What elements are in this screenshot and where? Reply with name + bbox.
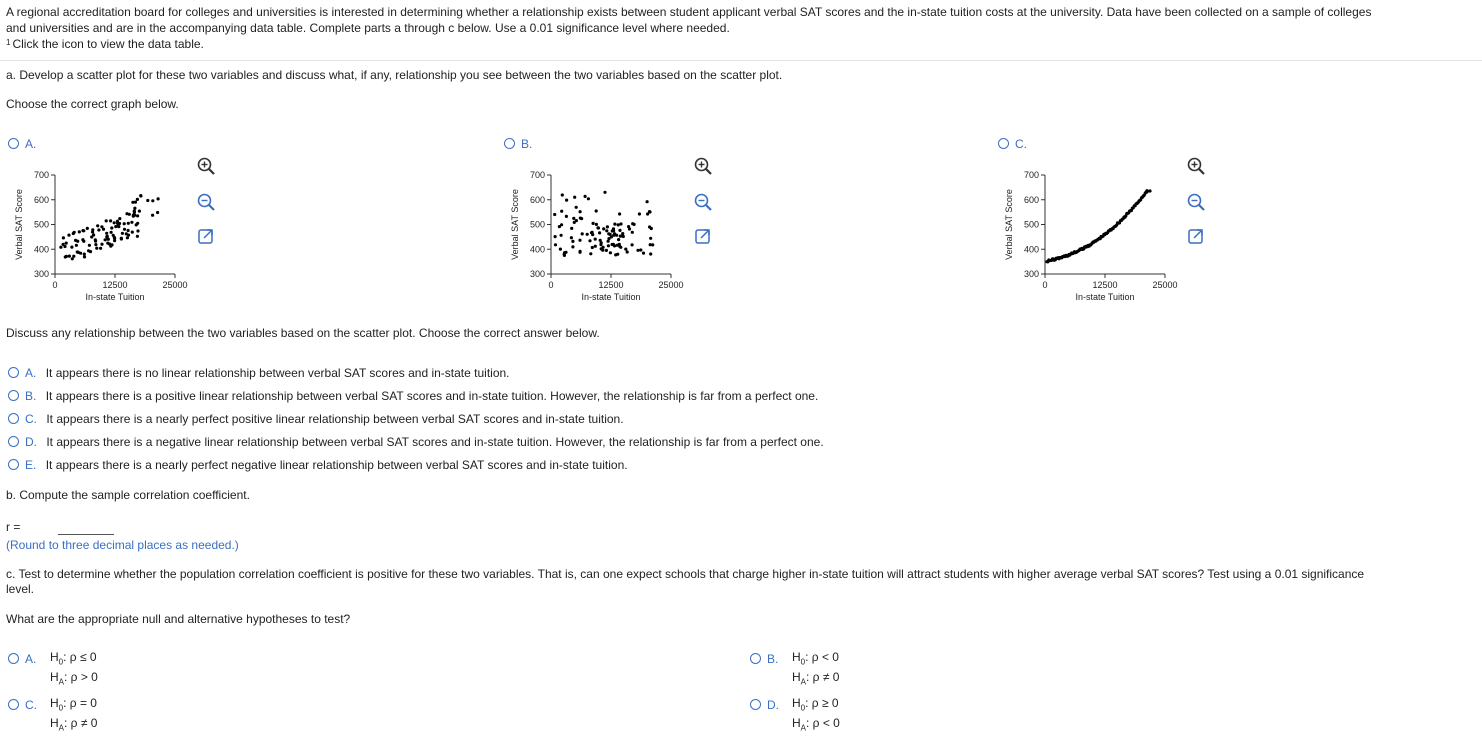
part-c-prompt: What are the appropriate null and alternative hypotheses to test? [6, 612, 351, 626]
radio-hypothesis-b[interactable] [750, 653, 761, 664]
scatter-point [65, 255, 68, 258]
scatter-point [139, 194, 142, 197]
scatter-point [624, 248, 627, 251]
part-a-prompt: Choose the correct graph below. [6, 97, 179, 111]
plot-a-points [59, 194, 159, 260]
scatter-point [571, 240, 574, 243]
part-c-question-line-2: level. [6, 582, 35, 596]
radio-hypothesis-c[interactable] [8, 699, 19, 710]
scatter-point [113, 239, 116, 242]
zoom-out-icon[interactable] [693, 192, 713, 212]
answer-d-text: It appears there is a negative linear relationship between verbal SAT scores and in-state tuition. However, the relationship is far from a perfect one. [46, 434, 824, 449]
scatter-point [591, 246, 594, 249]
scatter-point [626, 250, 629, 253]
scatter-point [75, 244, 78, 247]
scatter-plot-a [10, 166, 200, 308]
scatter-point [134, 201, 137, 204]
plot-b-points [553, 191, 654, 257]
scatter-point [636, 249, 639, 252]
hypothesis-b-text [792, 648, 839, 692]
scatter-point [110, 231, 113, 234]
plot-a-axes [14, 170, 188, 302]
scatter-point [151, 214, 154, 217]
scatter-point [560, 234, 563, 237]
scatter-point [127, 222, 130, 225]
answer-option-a[interactable] [8, 365, 510, 380]
radio-answer-a[interactable] [8, 367, 19, 378]
scatter-point [619, 222, 622, 225]
scatter-point [639, 248, 642, 251]
scatter-point [589, 252, 592, 255]
scatter-point [81, 229, 84, 232]
scatter-point [578, 251, 581, 254]
x-tick-label: 12500 [1092, 280, 1118, 290]
scatter-point [650, 227, 653, 230]
scatter-point [130, 221, 133, 224]
scatter-point [627, 225, 630, 228]
scatter-point [605, 249, 608, 252]
scatter-point [618, 212, 621, 215]
scatter-point [588, 239, 591, 242]
scatter-point [573, 196, 576, 199]
y-tick-label: 600 [1023, 194, 1039, 205]
scatter-point [584, 195, 587, 198]
scatter-point [88, 244, 91, 247]
scatter-point [86, 227, 89, 230]
scatter-point [651, 243, 654, 246]
x-axis-label: In-state Tuition [1075, 292, 1135, 302]
answer-c-label: C. [25, 411, 37, 426]
scatter-point [554, 235, 557, 238]
hypothesis-c-label: C. [25, 697, 37, 712]
scatter-point [138, 210, 141, 213]
scatter-point [100, 243, 103, 246]
scatter-point [594, 245, 597, 248]
scatter-point [602, 227, 605, 230]
radio-graph-a[interactable] [8, 138, 19, 149]
scatter-point [609, 251, 612, 254]
radio-answer-c[interactable] [8, 413, 19, 424]
scatter-point [104, 238, 107, 241]
scatter-point [575, 206, 578, 209]
footnote-text: Click the icon to view the data table. [12, 37, 204, 51]
y-tick-label: 500 [1023, 219, 1039, 230]
scatter-point [570, 227, 573, 230]
zoom-out-icon[interactable] [196, 192, 216, 212]
y-tick-label: 400 [33, 244, 49, 255]
scatter-point [579, 217, 582, 220]
scatter-point [607, 237, 610, 240]
scatter-point [136, 229, 139, 232]
scatter-point [646, 200, 649, 203]
scatter-point [136, 235, 139, 238]
scatter-point [67, 234, 70, 237]
scatter-point [618, 245, 621, 248]
x-tick-label: 25000 [162, 280, 188, 290]
scatter-point [603, 191, 606, 194]
y-axis-label: Verbal SAT Score [14, 189, 24, 260]
x-tick-label: 25000 [658, 280, 684, 290]
scatter-point [113, 221, 116, 224]
y-axis-label: Verbal SAT Score [510, 189, 520, 260]
footnote-mark: 1 [6, 38, 11, 47]
intro-line-2: and universities and are in the accompanying data table. Complete parts a through c below. Use a 0.01 significance level where needed. [6, 21, 730, 35]
hypothesis-c-text [50, 694, 97, 738]
x-axis-label: In-state Tuition [85, 292, 145, 302]
scatter-point [100, 225, 103, 228]
scatter-point [1148, 189, 1151, 192]
answer-option-c[interactable] [8, 411, 624, 426]
scatter-point [70, 246, 73, 249]
scatter-point [561, 193, 564, 196]
scatter-point [123, 228, 126, 231]
x-tick-label: 0 [548, 280, 554, 290]
scatter-point [63, 245, 66, 248]
x-tick-label: 0 [1042, 280, 1048, 290]
scatter-point [571, 245, 574, 248]
answer-b-text: It appears there is a positive linear relationship between verbal SAT scores and in-state tuition. However, the relationship is far from a perfect one. [45, 388, 819, 403]
answer-e-text: It appears there is a nearly perfect negative linear relationship between verbal SAT scores and in-state tuition. [45, 457, 628, 472]
plot-c-axes [1004, 170, 1178, 302]
answer-option-b[interactable] [8, 388, 818, 403]
x-tick-label: 12500 [598, 280, 624, 290]
scatter-point [587, 197, 590, 200]
y-tick-label: 300 [1023, 269, 1039, 279]
scatter-point [572, 217, 575, 220]
scatter-point [83, 255, 86, 258]
scatter-point [105, 219, 108, 222]
scatter-point [578, 239, 581, 242]
scatter-point [581, 232, 584, 235]
scatter-point [125, 232, 128, 235]
scatter-point [616, 253, 619, 256]
scatter-point [90, 235, 93, 238]
x-tick-label: 12500 [102, 280, 128, 290]
scatter-point [136, 222, 139, 225]
scatter-plot-c [1000, 166, 1190, 308]
plot-b-axes [510, 170, 684, 302]
scatter-point [94, 238, 97, 241]
scatter-point [76, 250, 79, 253]
scatter-point [136, 214, 139, 217]
scatter-point [563, 254, 566, 257]
y-tick-label: 600 [33, 194, 49, 205]
scatter-point [631, 243, 634, 246]
scatter-point [619, 235, 622, 238]
scatter-point [649, 252, 652, 255]
radio-graph-c[interactable] [998, 138, 1009, 149]
scatter-point [128, 213, 131, 216]
hypothesis-d-text [792, 694, 840, 738]
graph-option-c[interactable] [998, 136, 1027, 151]
graph-option-b-label: B. [521, 136, 533, 151]
hypothesis-d-null: $H_0$: ρ ≥ 0 [792, 696, 839, 713]
answer-b-label: B. [25, 388, 37, 403]
scatter-point [642, 252, 645, 255]
scatter-point [110, 226, 113, 229]
scatter-point [105, 235, 108, 238]
scatter-point [146, 199, 149, 202]
radio-graph-b[interactable] [504, 138, 515, 149]
round-note: (Round to three decimal places as needed.) [6, 538, 239, 552]
hypothesis-a-alt: $H_A$: ρ > 0 [50, 670, 98, 687]
scatter-point [617, 223, 620, 226]
scatter-point [132, 214, 135, 217]
scatter-point [65, 242, 68, 245]
y-tick-label: 400 [529, 244, 545, 255]
hypothesis-b-null: $H_0$: ρ < 0 [792, 650, 839, 667]
popout-icon[interactable] [693, 226, 713, 246]
scatter-point [97, 228, 100, 231]
scatter-point [126, 236, 129, 239]
zoom-in-icon[interactable] [1186, 156, 1206, 176]
part-b-question: b. Compute the sample correlation coefficient. [6, 488, 250, 502]
scatter-point [617, 238, 620, 241]
radio-hypothesis-d[interactable] [750, 699, 761, 710]
y-tick-label: 400 [1023, 244, 1039, 255]
zoom-in-icon[interactable] [693, 156, 713, 176]
scatter-point [68, 255, 71, 258]
scatter-point [73, 231, 76, 234]
scatter-point [565, 215, 568, 218]
answer-e-label: E. [25, 457, 37, 472]
r-answer-input[interactable] [58, 534, 114, 535]
scatter-point [96, 224, 99, 227]
scatter-point [89, 250, 92, 253]
scatter-point [598, 231, 601, 234]
zoom-in-icon[interactable] [196, 156, 216, 176]
scatter-point [157, 197, 160, 200]
scatter-point [120, 237, 123, 240]
scatter-point [638, 212, 641, 215]
scatter-point [595, 223, 598, 226]
r-label: r = [6, 520, 21, 534]
scatter-point [95, 247, 98, 250]
scatter-point [615, 234, 618, 237]
scatter-point [570, 236, 573, 239]
scatter-point [592, 222, 595, 225]
scatter-point [94, 243, 97, 246]
scatter-point [81, 238, 84, 241]
y-tick-label: 700 [529, 170, 545, 180]
scatter-point [78, 230, 81, 233]
discuss-prompt: Discuss any relationship between the two variables based on the scatter plot. Choose the correct answer below. [6, 326, 600, 340]
scatter-point [648, 210, 651, 213]
plot-c-points [1045, 189, 1151, 263]
scatter-point [131, 231, 134, 234]
part-a-question: a. Develop a scatter plot for these two variables and discuss what, if any, relationship you see between the two variables based on the scatter plot. [6, 68, 783, 82]
data-table-link[interactable] [6, 36, 1482, 52]
hypothesis-option-a[interactable] [8, 651, 36, 666]
scatter-point [121, 232, 124, 235]
graph-option-a-label: A. [25, 136, 37, 151]
scatter-point [609, 233, 612, 236]
x-axis-label: In-state Tuition [581, 292, 641, 302]
scatter-point [79, 252, 82, 255]
scatter-point [565, 199, 568, 202]
scatter-point [612, 229, 615, 232]
scatter-point [112, 234, 115, 237]
scatter-point [591, 233, 594, 236]
y-tick-label: 500 [529, 219, 545, 230]
scatter-point [156, 211, 159, 214]
scatter-point [631, 222, 634, 225]
hypothesis-b-label: B. [767, 651, 779, 666]
scatter-point [607, 244, 610, 247]
radio-answer-d[interactable] [8, 436, 19, 447]
scatter-point [613, 223, 616, 226]
scatter-point [72, 255, 75, 258]
zoom-out-icon[interactable] [1186, 192, 1206, 212]
radio-answer-e[interactable] [8, 459, 19, 470]
scatter-point [599, 239, 602, 242]
y-tick-label: 700 [33, 170, 49, 180]
scatter-point [558, 225, 561, 228]
scatter-point [553, 213, 556, 216]
scatter-point [106, 242, 109, 245]
scatter-point [151, 199, 154, 202]
y-tick-label: 500 [33, 219, 49, 230]
scatter-plot-b [506, 166, 696, 308]
hypothesis-option-d[interactable] [750, 697, 779, 712]
part-c-question-line-1: c. Test to determine whether the population correlation coefficient is positive for these two variables. That is, can one expect schools that charge higher in-state tuition will attract students with higher average verbal SAT scores? Test using a 0.01 significance [6, 567, 1365, 581]
radio-answer-b[interactable] [8, 390, 19, 401]
scatter-point [127, 229, 130, 232]
scatter-point [136, 198, 139, 201]
scatter-point [618, 229, 621, 232]
scatter-point [105, 232, 108, 235]
popout-icon[interactable] [1186, 226, 1206, 246]
hypothesis-d-label: D. [767, 697, 779, 712]
x-tick-label: 25000 [1152, 280, 1178, 290]
scatter-point [559, 248, 562, 251]
scatter-point [631, 231, 634, 234]
scatter-point [76, 240, 79, 243]
popout-icon[interactable] [196, 226, 216, 246]
scatter-point [1145, 190, 1148, 193]
scatter-point [133, 207, 136, 210]
scatter-point [91, 230, 94, 233]
divider [0, 60, 1482, 61]
scatter-point [123, 222, 126, 225]
hypothesis-option-b[interactable] [750, 651, 778, 666]
graph-option-a[interactable] [8, 136, 36, 151]
hypothesis-a-text [50, 648, 98, 692]
scatter-point [605, 229, 608, 232]
hypothesis-c-alt: $H_A$: ρ ≠ 0 [50, 716, 98, 733]
scatter-point [579, 210, 582, 213]
hypothesis-a-label: A. [25, 651, 37, 666]
scatter-point [602, 246, 605, 249]
hypothesis-a-null: $H_0$: ρ ≤ 0 [50, 650, 97, 667]
answer-a-text: It appears there is no linear relationship between verbal SAT scores and in-state tuition. [45, 365, 510, 380]
answer-a-label: A. [25, 365, 37, 380]
scatter-point [575, 219, 578, 222]
answer-c-text: It appears there is a nearly perfect positive linear relationship between verbal SAT scores and in-state tuition. [46, 411, 624, 426]
scatter-point [114, 225, 117, 228]
answer-d-label: D. [25, 434, 37, 449]
scatter-point [59, 246, 62, 249]
x-tick-label: 0 [52, 280, 58, 290]
scatter-point [109, 245, 112, 248]
scatter-point [596, 226, 599, 229]
scatter-point [560, 210, 563, 213]
hypothesis-d-alt: $H_A$: ρ < 0 [792, 716, 840, 733]
scatter-point [99, 247, 102, 250]
y-tick-label: 600 [529, 194, 545, 205]
problem-intro [6, 4, 1482, 52]
hypothesis-b-alt: $H_A$: ρ ≠ 0 [792, 670, 840, 687]
scatter-point [594, 238, 597, 241]
radio-hypothesis-a[interactable] [8, 653, 19, 664]
hypothesis-option-c[interactable] [8, 697, 37, 712]
answer-option-e[interactable] [8, 457, 628, 472]
scatter-point [83, 253, 86, 256]
answer-option-d[interactable] [8, 434, 824, 449]
y-tick-label: 700 [1023, 170, 1039, 180]
scatter-point [62, 236, 65, 239]
scatter-point [611, 243, 614, 246]
intro-line-1: A regional accreditation board for colleges and universities is interested in determining whether a relationship exists between student applicant verbal SAT scores and the in-state tuition costs at the university. Data have been collected on a sample of colleges [6, 5, 1372, 19]
y-tick-label: 300 [529, 269, 545, 279]
scatter-point [118, 217, 121, 220]
scatter-point [606, 225, 609, 228]
hypothesis-c-null: $H_0$: ρ = 0 [50, 696, 97, 713]
scatter-point [595, 209, 598, 212]
scatter-point [109, 219, 112, 222]
scatter-point [649, 237, 652, 240]
scatter-point [554, 243, 557, 246]
scatter-point [586, 233, 589, 236]
y-tick-label: 300 [33, 269, 49, 279]
graph-option-c-label: C. [1015, 136, 1027, 151]
graph-option-b[interactable] [504, 136, 532, 151]
y-axis-label: Verbal SAT Score [1004, 189, 1014, 260]
